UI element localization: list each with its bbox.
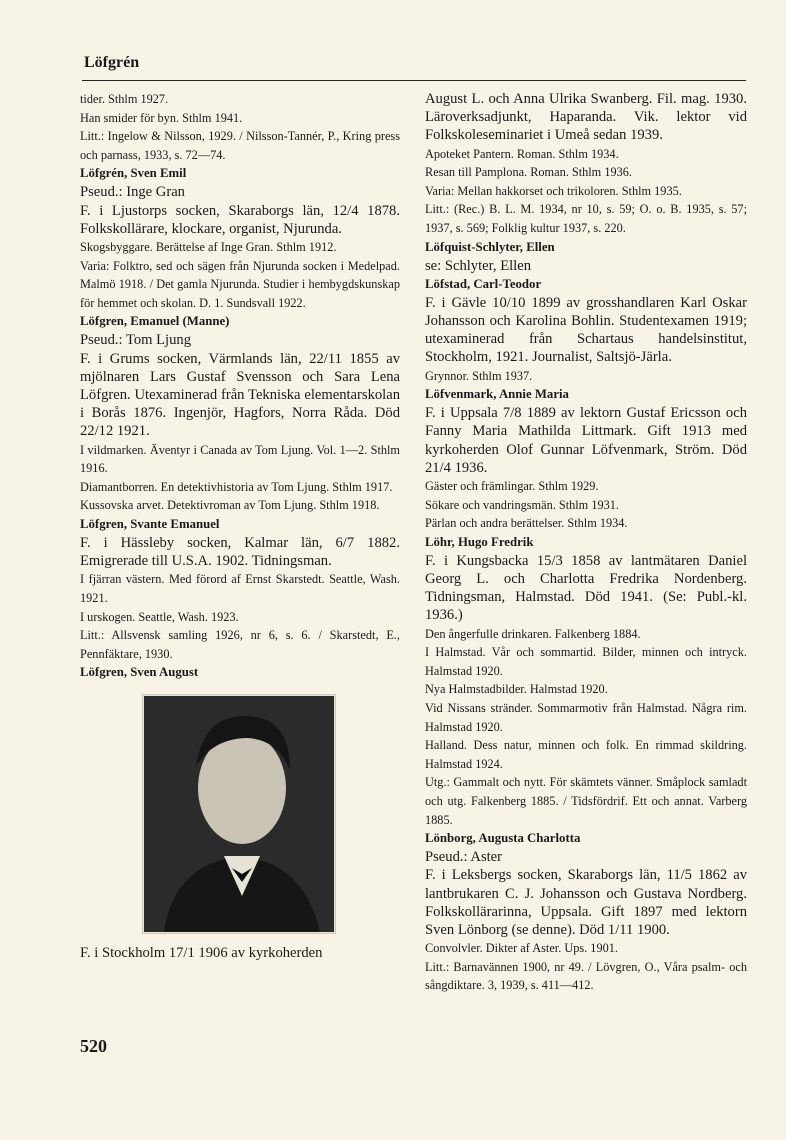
right-column — [425, 90, 747, 995]
entry-text: Den ångerfulle drinkaren. Falkenberg 1884. — [425, 626, 641, 641]
entry-text: F. i Kungsbacka 15/3 1858 av lantmätaren Daniel Georg L. och Charlotta Fredrika Nordenberg. Tidningsman, Halmstad. Död 1941. (Se: Publ.-kl. 1936.) — [425, 552, 747, 624]
entry-text: I vildmarken. Äventyr i Canada av Tom Ljung. Vol. 1—2. Sthlm 1916. — [80, 442, 400, 476]
entry-text: Halland. Dess natur, minnen och folk. En rimmad skildring. Halmstad 1924. — [425, 738, 747, 771]
entry-heading: Löfgren, Sven August — [80, 665, 199, 680]
entry-text: I urskogen. Seattle, Wash. 1923. — [80, 609, 239, 624]
entry-heading: Löfgren, Emanuel (Manne) — [80, 314, 230, 329]
entry-text: Pseud.: Tom Ljung — [80, 332, 192, 349]
entry-text: tider. Sthlm 1927. — [80, 92, 169, 106]
entry-heading: Löfstad, Carl-Teodor — [425, 276, 542, 291]
left-entries — [80, 90, 400, 682]
entry-text: Nya Halmstadbilder. Halmstad 1920. — [425, 682, 608, 697]
entry-text: Diamantborren. En detektivhistoria av Tom Ljung. Sthlm 1917. — [80, 479, 393, 494]
entry-text: Litt.: (Rec.) B. L. M. 1934, nr 10, s. 59; O. o. B. 1935, s. 57; 1937, s. 569; Folklig kultur 1937, s. 220. — [425, 202, 747, 235]
entry-text: Litt.: Allsvensk samling 1926, nr 6, s. 6. / Skarstedt, E., Pennfäktare, 1930. — [80, 628, 400, 661]
entry-heading: Löhr, Hugo Fredrik — [425, 534, 534, 549]
entry-text: se: Schlyter, Ellen — [425, 257, 532, 274]
page-number: 520 — [80, 1036, 107, 1056]
entry-text: I fjärran västern. Med förord af Ernst Skarstedt. Seattle, Wash. 1921. — [80, 572, 400, 605]
entry-text: Utg.: Gammalt och nytt. För skämtets vänner. Småplock samladt och utg. Falkenberg 1885. / Tidsfördrif. Ett och annat. Varberg 1885. — [425, 775, 747, 827]
entry-text: F. i Gävle 10/10 1899 av grosshandlaren Karl Oskar Johansson och Karolina Bohlin. Studentexamen 1919; utexaminerad från Schartaus handelsinstitut, Stockholm, 1921. Journalist, Saltsjö-Järla. — [425, 294, 747, 366]
entry-text: F. i Stockholm 17/1 1906 av kyrkoherden — [80, 945, 323, 962]
entry-text: Pseud.: Inge Gran — [80, 184, 185, 201]
left-after-photo — [80, 944, 400, 962]
entry-text: F. i Uppsala 7/8 1889 av lektorn Gustaf Ericsson och Fanny Maria Mathilda Littmark. Gift 1913 med kyrkoherden Olof Gunnar Löfvenmark, Ström. Död 21/4 1936. — [425, 405, 747, 476]
portrait-photo — [142, 694, 336, 934]
right-entries — [425, 90, 747, 995]
entry-text: Kussovska arvet. Detektivroman av Tom Ljung. Sthlm 1918. — [80, 498, 380, 513]
entry-text: Litt.: Ingelow & Nilsson, 1929. / Nilsson-Tannér, P., Kring press och parnass, 1933, s. 72—74. — [80, 129, 400, 162]
entry-heading: Löfgren, Svante Emanuel — [80, 516, 220, 531]
entry-heading: Löfvenmark, Annie Maria — [425, 387, 569, 402]
entry-text: Grynnor. Sthlm 1937. — [425, 368, 533, 383]
entry-text: Litt.: Barnavännen 1900, nr 49. / Lövgren, O., Våra psalm- och sångdiktare. 3, 1939, s. 411—412. — [425, 959, 747, 993]
entry-text: F. i Ljustorps socken, Skaraborgs län, 12/4 1878. Folkskollärare, klockare, organist, Njurunda. — [80, 202, 400, 237]
entry-text: Varia: Mellan hakkorset och trikoloren. Sthlm 1935. — [425, 183, 682, 198]
entry-heading: Lönborg, Augusta Charlotta — [425, 831, 581, 846]
entry-text: Han smider för byn. Sthlm 1941. — [80, 110, 243, 125]
left-column — [80, 90, 400, 963]
entry-text: Apoteket Pantern. Roman. Sthlm 1934. — [425, 146, 619, 161]
entry-text: Pseud.: Aster — [425, 849, 503, 866]
entry-text: Varia: Folktro, sed och sägen från Njurunda socken i Medelpad. Malmö 1918. / Det gamla Njurunda. Studier i hembygdskunskap för hemmet och skolan. D. 1. Sundsvall 1922. — [80, 258, 400, 310]
header-rule — [82, 80, 746, 81]
entry-text: Vid Nissans stränder. Sommarmotiv från Halmstad. Några rim. Halmstad 1920. — [425, 700, 747, 734]
entry-text: Convolvler. Dikter af Aster. Ups. 1901. — [425, 941, 618, 956]
entry-text: Gäster och främlingar. Sthlm 1929. — [425, 479, 599, 493]
entry-text: Resan till Pamplona. Roman. Sthlm 1936. — [425, 165, 632, 180]
entry-text: Skogsbyggare. Berättelse af Inge Gran. Sthlm 1912. — [80, 239, 337, 254]
entry-heading: Löfgrén, Sven Emil — [80, 166, 187, 181]
entry-text: F. i Hässleby socken, Kalmar län, 6/7 1882. Emigrerade till U.S.A. 1902. Tidningsman. — [80, 534, 400, 570]
entry-text: Sökare och vandringsmän. Sthlm 1931. — [425, 497, 619, 512]
entry-heading: Löfquist-Schlyter, Ellen — [425, 239, 555, 254]
entry-text: I Halmstad. Vår och sommartid. Bilder, minnen och intryck. Halmstad 1920. — [425, 645, 747, 678]
entry-text: F. i Grums socken, Värmlands län, 22/11 1855 av mjölnaren Lars Gustaf Svensson och Sara Lena Löfgren. Utexaminerad från Tekniska elementarskolan i Borås 1876. Ingenjör, Hagfors, Norra Råda. Död 22/12 1921. — [80, 350, 400, 440]
entry-text: F. i Leksbergs socken, Skaraborgs län, 11/5 1862 av lantbrukaren C. J. Johansson och Gustava Nordberg. Folkskollärarinna, Uppsala. Gift 1897 med lektorn Sven Lönborg (se denne). Död 1/11 1900. — [425, 867, 747, 938]
portrait-photo-icon — [144, 696, 334, 932]
entry-text: August L. och Anna Ulrika Swanberg. Fil. mag. 1930. Läroverksadjunkt, Haparanda. Vik. lektor vid Folkskoleseminariet i Umeå sedan 1939. — [425, 91, 747, 144]
entry-text: Pärlan och andra berättelser. Sthlm 1934. — [425, 516, 628, 531]
running-head: Löfgrén — [84, 54, 140, 71]
